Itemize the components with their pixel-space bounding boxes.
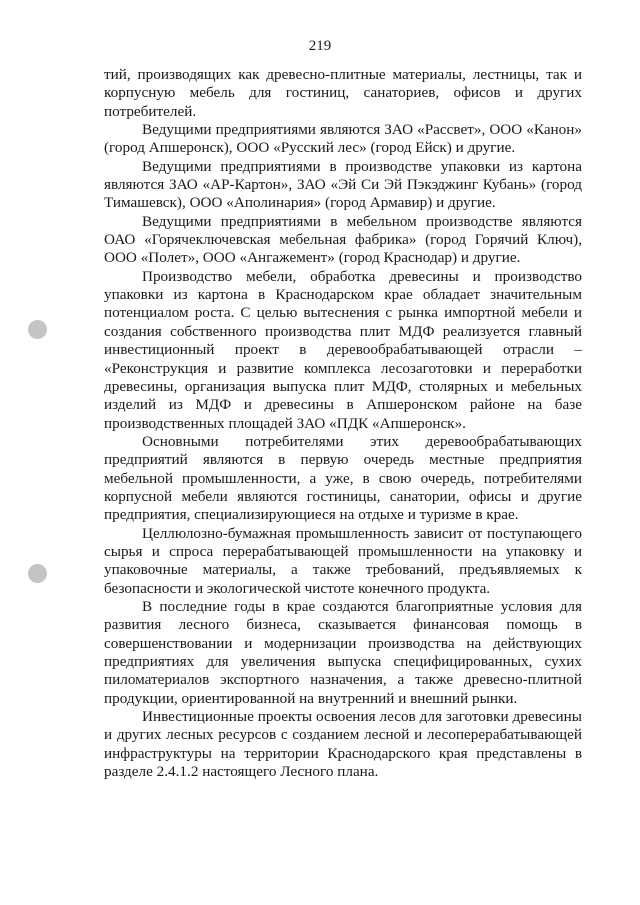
page-number: 219 [308,38,332,54]
paragraph: Ведущими предприятиями в производстве упаковки из картона являются ЗАО «АР-Картон», ЗАО «Эй Си Эй Пэкэджинг Кубань» (город Тимашевск), ООО «Аполинария» (город Армавир) и другие. [104,157,582,212]
paragraph: Производство мебели, обработка древесины и производство упаковки из картона в Краснодарском крае обладает значительным потенциалом роста. С целью вытеснения с рынка импортной мебели и создания собственного производства плит МДФ реализуется главный инвестиционный проект в деревообрабатывающей отрасли – «Реконструкция и развитие комплекса лесозаготовки и переработки древесины, организация выпуска плит МДФ, столярных и мебельных изделий из МДФ и древесины в Апшеронском районе на базе производственных площадей ЗАО «ПДК «Апшеронск». [104,267,582,432]
paragraph: В последние годы в крае создаются благоприятные условия для развития лесного бизнеса, сказывается финансовая помощь в совершенствовании и модернизации производства на действующих предприятиях для увеличения выпуска специфицированных, сухих пиломатериалов экспортного назначения, а также древесно-плитной продукции, ориентированной на внутренний и внешний рынки. [104,597,582,707]
paragraph: Инвестиционные проекты освоения лесов для заготовки древесины и других лесных ресурсов с созданием лесной и лесоперерабатывающей инфраструктуры на территории Краснодарского края представлены в разделе 2.4.1.2 настоящего Лесного плана. [104,708,582,781]
punch-hole-mark [28,320,47,339]
paragraph: Ведущими предприятиями являются ЗАО «Рассвет», ООО «Канон» (город Апшеронск), ООО «Русский лес» (город Ейск) и другие. [104,121,582,157]
document-body [104,66,582,781]
paragraph: Ведущими предприятиями в мебельном производстве являются ОАО «Горячеключевская мебельная фабрика» (город Горячий Ключ), ООО «Полет», ООО «Ангажемент» (город Краснодар) и другие. [104,212,582,267]
paragraph: Целлюлозно-бумажная промышленность зависит от поступающего сырья и спроса перерабатывающей промышленности на упаковку и упаковочные материалы, а также требований, предъявляемых к безопасности и экологической чистоте конечного продукта. [104,524,582,597]
paragraph: тий, производящих как древесно-плитные материалы, лестницы, так и корпусную мебель для гостиниц, санаториев, офисов и других потребителей. [104,66,582,120]
paragraph: Основными потребителями этих деревообрабатывающих предприятий являются в первую очередь местные предприятия мебельной промышленности, а уже, в свою очередь, потребителями корпусной мебели являются гостиницы, санатории, офисы и другие предприятия, специализирующиеся на отдыхе и туризме в крае. [104,432,582,524]
punch-hole-mark [28,564,47,583]
